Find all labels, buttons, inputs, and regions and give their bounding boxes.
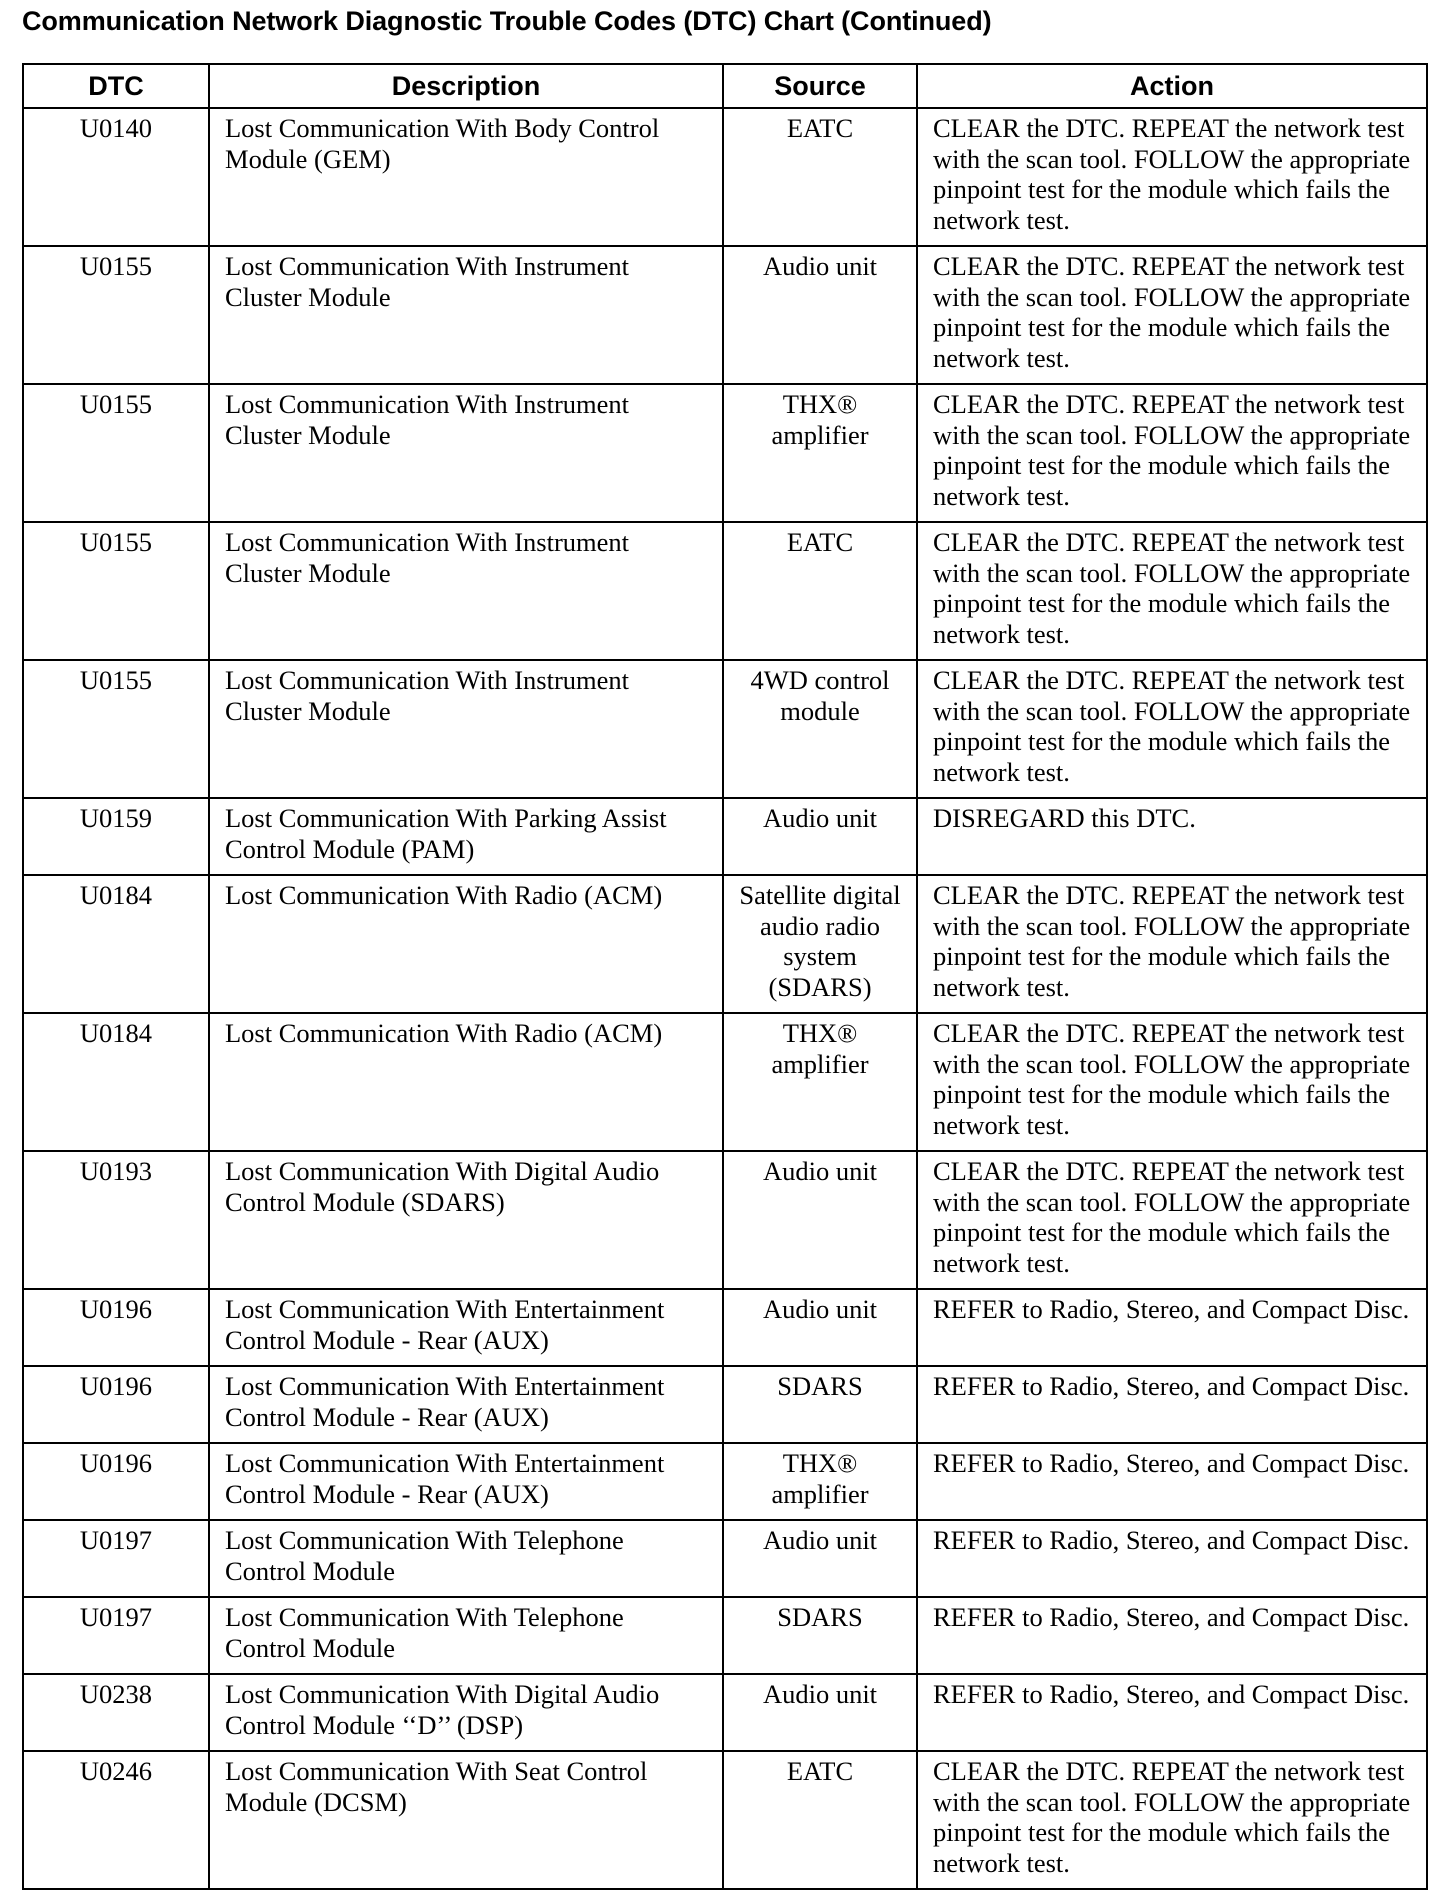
cell-action: CLEAR the DTC. REPEAT the network test with the scan tool. FOLLOW the appropriate pinpoint test for the module which fails the network test.: [917, 875, 1427, 1013]
cell-description: Lost Communication With Entertainment Control Module - Rear (AUX): [209, 1289, 723, 1366]
table-header-row: [23, 64, 1427, 108]
cell-action: CLEAR the DTC. REPEAT the network test with the scan tool. FOLLOW the appropriate pinpoint test for the module which fails the network test.: [917, 1151, 1427, 1289]
table-row: [23, 1520, 1427, 1597]
table-row: [23, 1151, 1427, 1289]
table-row: [23, 875, 1427, 1013]
cell-source: THX® amplifier: [723, 384, 917, 522]
cell-source: SDARS: [723, 1597, 917, 1674]
table-row: [23, 246, 1427, 384]
cell-description: Lost Communication With Parking Assist Control Module (PAM): [209, 798, 723, 875]
cell-dtc: U0155: [23, 660, 209, 798]
cell-description: Lost Communication With Digital Audio Control Module (SDARS): [209, 1151, 723, 1289]
cell-description: Lost Communication With Digital Audio Control Module ‘‘D’’ (DSP): [209, 1674, 723, 1751]
cell-description: Lost Communication With Instrument Cluster Module: [209, 246, 723, 384]
cell-description: Lost Communication With Entertainment Control Module - Rear (AUX): [209, 1443, 723, 1520]
cell-source: Audio unit: [723, 1520, 917, 1597]
cell-action: CLEAR the DTC. REPEAT the network test with the scan tool. FOLLOW the appropriate pinpoint test for the module which fails the network test.: [917, 384, 1427, 522]
cell-description: Lost Communication With Instrument Cluster Module: [209, 522, 723, 660]
cell-source: 4WD control module: [723, 660, 917, 798]
cell-action: REFER to Radio, Stereo, and Compact Disc.: [917, 1674, 1427, 1751]
table-row: [23, 1674, 1427, 1751]
cell-dtc: U0140: [23, 108, 209, 246]
cell-source: SDARS: [723, 1366, 917, 1443]
table-row: [23, 660, 1427, 798]
header-description: Description: [209, 64, 723, 108]
cell-action: CLEAR the DTC. REPEAT the network test with the scan tool. FOLLOW the appropriate pinpoint test for the module which fails the network test.: [917, 522, 1427, 660]
header-source: Source: [723, 64, 917, 108]
cell-action: REFER to Radio, Stereo, and Compact Disc.: [917, 1597, 1427, 1674]
table-row: [23, 798, 1427, 875]
cell-description: Lost Communication With Radio (ACM): [209, 875, 723, 1013]
cell-dtc: U0159: [23, 798, 209, 875]
cell-description: Lost Communication With Telephone Control Module: [209, 1520, 723, 1597]
cell-description: Lost Communication With Seat Control Module (DCSM): [209, 1751, 723, 1889]
table-row: [23, 522, 1427, 660]
cell-description: Lost Communication With Instrument Cluster Module: [209, 384, 723, 522]
cell-dtc: U0197: [23, 1520, 209, 1597]
cell-description: Lost Communication With Entertainment Control Module - Rear (AUX): [209, 1366, 723, 1443]
cell-description: Lost Communication With Radio (ACM): [209, 1013, 723, 1151]
table-row: [23, 108, 1427, 246]
cell-source: Satellite digital audio radio system (SDARS): [723, 875, 917, 1013]
cell-dtc: U0197: [23, 1597, 209, 1674]
table-row: [23, 1013, 1427, 1151]
cell-action: CLEAR the DTC. REPEAT the network test with the scan tool. FOLLOW the appropriate pinpoint test for the module which fails the network test.: [917, 108, 1427, 246]
cell-source: Audio unit: [723, 1151, 917, 1289]
cell-dtc: U0196: [23, 1289, 209, 1366]
cell-description: Lost Communication With Body Control Module (GEM): [209, 108, 723, 246]
cell-action: REFER to Radio, Stereo, and Compact Disc.: [917, 1520, 1427, 1597]
cell-action: CLEAR the DTC. REPEAT the network test with the scan tool. FOLLOW the appropriate pinpoint test for the module which fails the network test.: [917, 660, 1427, 798]
cell-action: CLEAR the DTC. REPEAT the network test with the scan tool. FOLLOW the appropriate pinpoint test for the module which fails the network test.: [917, 246, 1427, 384]
header-dtc: DTC: [23, 64, 209, 108]
cell-dtc: U0238: [23, 1674, 209, 1751]
cell-action: REFER to Radio, Stereo, and Compact Disc.: [917, 1366, 1427, 1443]
cell-description: Lost Communication With Instrument Cluster Module: [209, 660, 723, 798]
cell-action: REFER to Radio, Stereo, and Compact Disc.: [917, 1289, 1427, 1366]
cell-dtc: U0246: [23, 1751, 209, 1889]
cell-dtc: U0196: [23, 1443, 209, 1520]
cell-source: EATC: [723, 108, 917, 246]
cell-source: THX® amplifier: [723, 1013, 917, 1151]
cell-source: EATC: [723, 1751, 917, 1889]
cell-dtc: U0196: [23, 1366, 209, 1443]
table-row: [23, 1751, 1427, 1889]
cell-dtc: U0184: [23, 875, 209, 1013]
cell-source: THX® amplifier: [723, 1443, 917, 1520]
header-action: Action: [917, 64, 1427, 108]
cell-source: EATC: [723, 522, 917, 660]
table-row: [23, 1289, 1427, 1366]
cell-action: CLEAR the DTC. REPEAT the network test with the scan tool. FOLLOW the appropriate pinpoint test for the module which fails the network test.: [917, 1751, 1427, 1889]
cell-source: Audio unit: [723, 798, 917, 875]
cell-description: Lost Communication With Telephone Control Module: [209, 1597, 723, 1674]
dtc-table: [22, 63, 1428, 1890]
table-row: [23, 1443, 1427, 1520]
cell-action: CLEAR the DTC. REPEAT the network test with the scan tool. FOLLOW the appropriate pinpoint test for the module which fails the network test.: [917, 1013, 1427, 1151]
cell-source: Audio unit: [723, 246, 917, 384]
cell-dtc: U0184: [23, 1013, 209, 1151]
cell-dtc: U0193: [23, 1151, 209, 1289]
table-row: [23, 1597, 1427, 1674]
cell-dtc: U0155: [23, 384, 209, 522]
table-row: [23, 1366, 1427, 1443]
cell-dtc: U0155: [23, 522, 209, 660]
cell-action: DISREGARD this DTC.: [917, 798, 1427, 875]
page-title: Communication Network Diagnostic Trouble Codes (DTC) Chart (Continued): [22, 6, 992, 36]
cell-dtc: U0155: [23, 246, 209, 384]
table-row: [23, 384, 1427, 522]
cell-source: Audio unit: [723, 1674, 917, 1751]
cell-action: REFER to Radio, Stereo, and Compact Disc.: [917, 1443, 1427, 1520]
cell-source: Audio unit: [723, 1289, 917, 1366]
